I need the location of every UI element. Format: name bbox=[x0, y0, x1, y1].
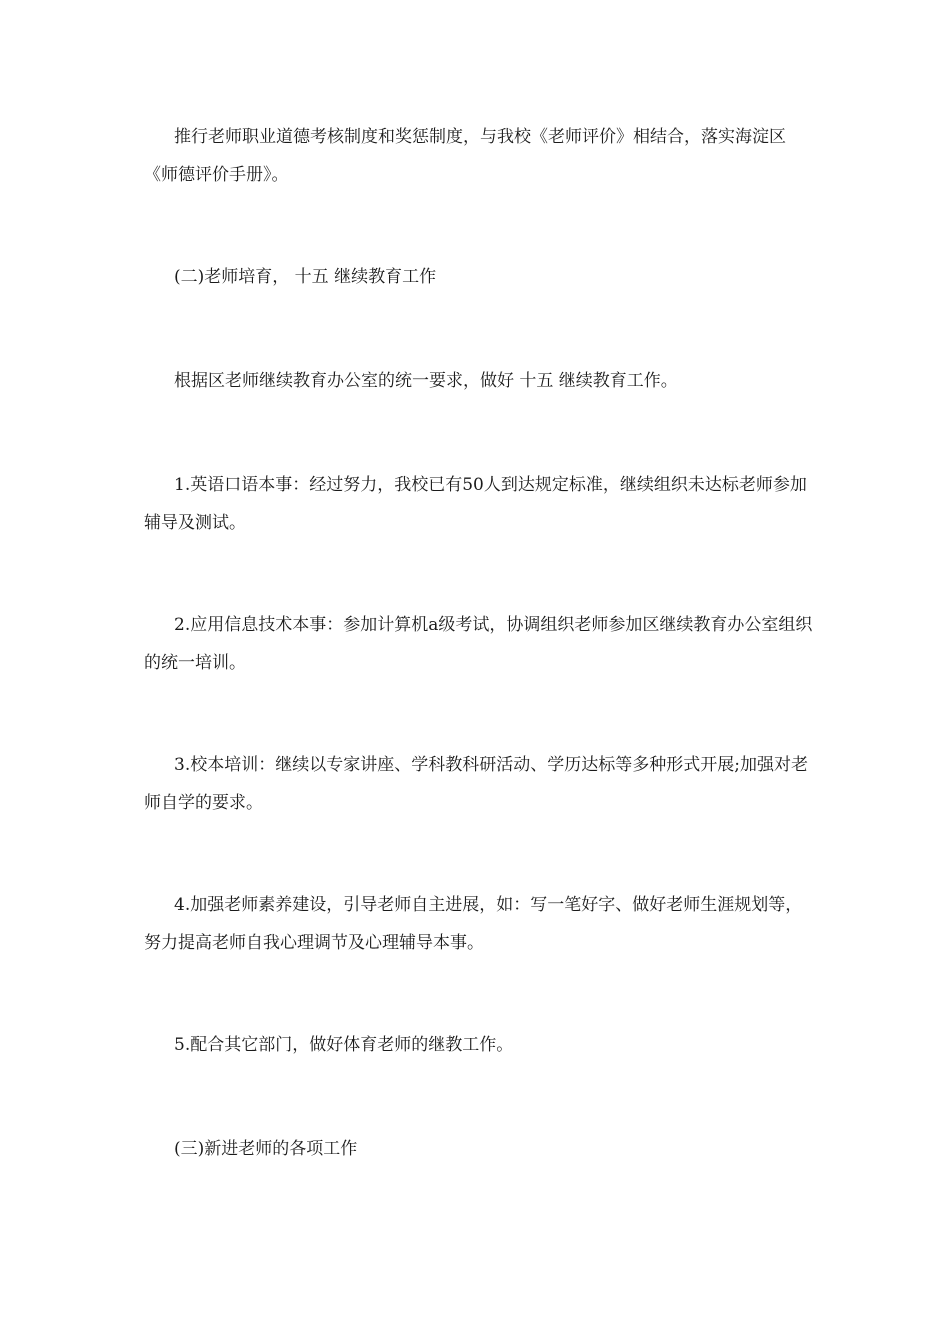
heading-new-teachers: (三)新进老师的各项工作 bbox=[174, 1139, 358, 1159]
paragraph-teacher-ethics: 推行老师职业道德考核制度和奖惩制度，与我校《老师评价》相结合，落实海淀区《师德评价手册》。 bbox=[144, 127, 786, 185]
list-item-teacher-quality: 4.加强老师素养建设，引导老师自主进展，如：写一笔好字、做好老师生涯规划等，努力提高老师自我心理调节及心理辅导本事。 bbox=[144, 895, 803, 953]
list-item-english-oral: 1.英语口语本事：经过努力，我校已有50人到达规定标准，继续组织未达标老师参加辅导及测试。 bbox=[144, 475, 807, 533]
list-item-pe-teachers: 5.配合其它部门，做好体育老师的继教工作。 bbox=[174, 1035, 514, 1055]
list-item-school-training: 3.校本培训：继续以专家讲座、学科教科研活动、学历达标等多种形式开展;加强对老师自学的要求。 bbox=[144, 755, 808, 813]
paragraph-continuing-education: 根据区老师继续教育办公室的统一要求，做好 十五 继续教育工作。 bbox=[174, 371, 678, 391]
list-item-info-technology: 2.应用信息技术本事：参加计算机a级考试，协调组织老师参加区继续教育办公室组织的统一培训。 bbox=[144, 615, 813, 673]
heading-teacher-training: (二)老师培育， 十五 继续教育工作 bbox=[174, 267, 437, 287]
